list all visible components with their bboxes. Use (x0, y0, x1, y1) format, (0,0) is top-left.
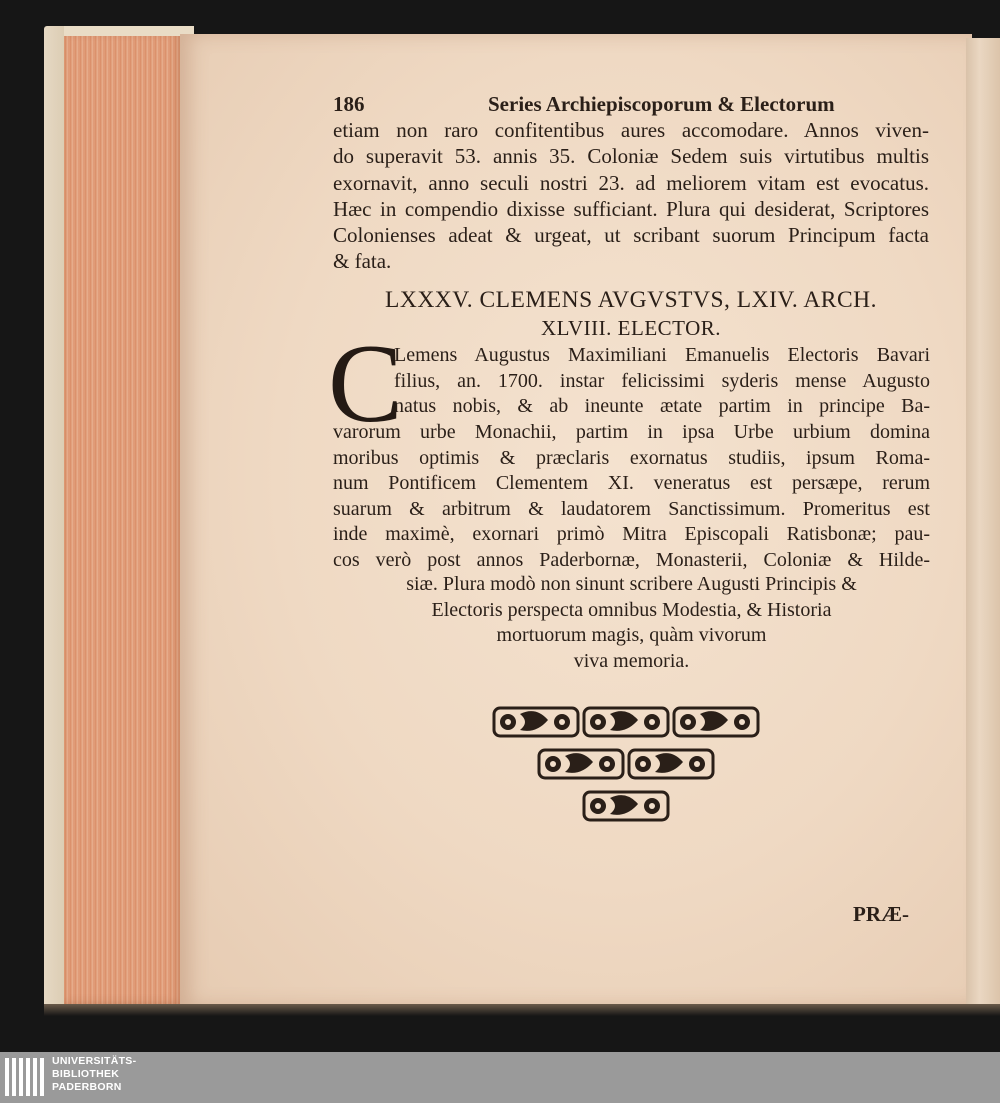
running-title: Series Archiepiscoporum & Electorum (488, 92, 835, 116)
intro-paragraph (333, 117, 929, 275)
page-number: 186 (333, 92, 365, 116)
page-block-top (64, 26, 194, 36)
book-bottom-shadow (44, 1004, 1000, 1016)
floral-ornament-row-3 (582, 788, 670, 824)
text-line: Colonienses adeat & urgeat, ut scribant suorum Principum facta (333, 223, 929, 248)
floral-ornament-row-1 (492, 704, 760, 740)
text-line: filius, an. 1700. instar felicissimi syderis mense Augusto (394, 369, 930, 392)
library-logo-icon (4, 1056, 46, 1098)
floral-ornament-row-2 (537, 746, 715, 782)
library-name-line: PADERBORN (52, 1081, 122, 1093)
section-heading: LXXXV. CLEMENS AVGVSTVS, LXIV. ARCH. (385, 287, 877, 313)
text-line: num Pontificem Clementem XI. veneratus est persæpe, rerum (333, 472, 930, 494)
text-line: viva memoria. (573, 649, 690, 672)
drop-cap: C (328, 322, 403, 446)
initial-paragraph (394, 343, 930, 420)
page-block-edges (64, 30, 186, 1005)
floral-ornament-icon (584, 792, 668, 820)
text-line: cos verò post annos Paderbornæ, Monasterii, Coloniæ & Hilde- (333, 548, 930, 571)
right-page-edge (966, 38, 1000, 1006)
floral-ornament-icon (629, 750, 713, 778)
text-line: etiam non raro confitentibus aures accomodare. Annos viven- (333, 118, 929, 142)
library-name-line: UNIVERSITÄTS- (52, 1055, 137, 1067)
text-line: Lemens Augustus Maximiliani Emanuelis Electoris Bavari (394, 344, 930, 366)
closing-lines (333, 572, 930, 674)
text-line: exornavit, anno seculi nostri 23. ad meliorem vitam est evocatus. (333, 170, 929, 195)
text-line: & fata. (333, 249, 392, 274)
floral-ornament-icon (539, 750, 623, 778)
library-name-line: BIBLIOTHEK (52, 1068, 120, 1080)
text-line: suarum & arbitrum & laudatorem Sanctissimum. Promeritus est (333, 497, 930, 520)
text-line: moribus optimis & præclaris exornatus studiis, ipsum Roma- (333, 446, 930, 469)
text-line: Electoris perspecta omnibus Modestia, & Historia (431, 598, 832, 621)
floral-ornament-icon (494, 708, 578, 736)
body-paragraph (333, 420, 930, 573)
text-line: mortuorum magis, quàm vivorum (496, 624, 767, 646)
section-subheading: XLVIII. ELECTOR. (540, 316, 722, 340)
catchword: PRÆ- (853, 902, 909, 926)
text-line: do superavit 53. annis 35. Coloniæ Sedem suis virtutibus multis (333, 144, 929, 169)
text-line: inde maximè, exornari primò Mitra Episcopali Ratisbonæ; pau- (333, 523, 930, 545)
text-line: siæ. Plura modò non sinunt scribere Augusti Principis & (406, 573, 857, 595)
floral-ornament-icon (584, 708, 668, 736)
text-line: natus nobis, & ab ineunte ætate partim in principe Ba- (394, 395, 930, 417)
floral-ornament-icon (674, 708, 758, 736)
library-footer-bar (0, 1052, 1000, 1103)
text-line: Hæc in compendio dixisse sufficiant. Plura qui desiderat, Scriptores (333, 196, 929, 221)
text-line: varorum urbe Monachii, partim in ipsa Urbe urbium domina (333, 421, 930, 443)
